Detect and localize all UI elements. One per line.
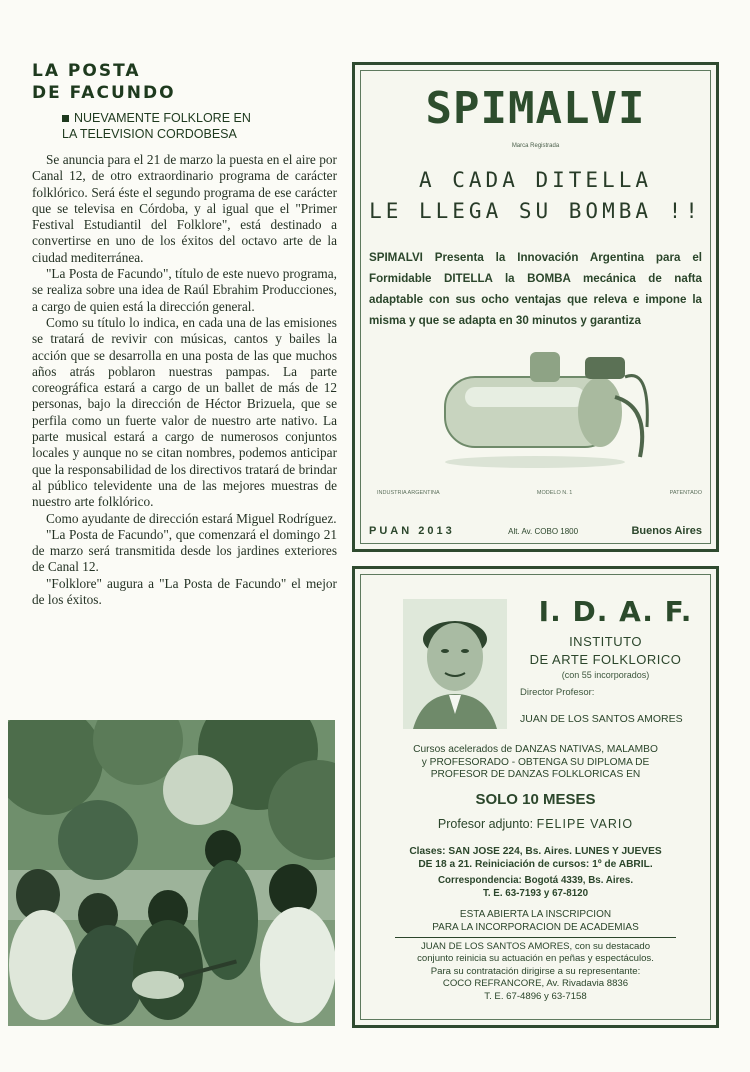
director-name: JUAN DE LOS SANTOS AMORES [520, 713, 683, 725]
institute-name-line-1: INSTITUTO [569, 634, 642, 649]
industry-mark: INDUSTRIA ARGENTINA [377, 490, 440, 496]
paragraph: "La Posta de Facundo", título de este nuevo programa, se realiza sobre una idea de Raúl Ebrahim Producciones, a cargo de quien está la dirección general. [32, 266, 337, 314]
subhead-line-2: LA TELEVISION CORDOBESA [62, 127, 237, 141]
spimalvi-advertisement [352, 62, 719, 552]
courses-line-1: Cursos acelerados de DANZAS NATIVAS, MALAMBO [413, 744, 658, 755]
registration-line-2: PARA LA INCORPORACION DE ACADEMIAS [432, 921, 639, 933]
classes-line-1: Clases: SAN JOSE 224, Bs. Aires. LUNES Y JUEVES [409, 846, 662, 857]
courses-text [371, 744, 700, 782]
ad-slogan [355, 165, 716, 227]
model-mark: MODELO N. 1 [536, 490, 573, 496]
director-portrait [403, 599, 507, 729]
incorporated-note: (con 55 incorporados) [561, 670, 650, 680]
article [32, 60, 337, 608]
contract-info [371, 941, 700, 1003]
duration-highlight: SOLO 10 MESES [475, 791, 596, 808]
adjunct-professor [355, 817, 716, 831]
correspondence-info [371, 875, 700, 900]
bullet-icon [62, 115, 69, 122]
headline-line-1: LA POSTA [32, 61, 141, 81]
institute-name [505, 633, 706, 669]
subhead-line-1: NUEVAMENTE FOLKLORE EN [74, 111, 251, 125]
paragraph: "Folklore" augura a "La Posta de Facundo" el mejor de los éxitos. [32, 575, 337, 608]
divider [395, 937, 676, 938]
footer-city: Buenos Aires [631, 525, 702, 537]
registration-line-1: ESTA ABIERTA LA INSCRIPCION [459, 909, 612, 920]
contract-line-2: conjunto reinicia su actuación en peñas y espectáculos. [417, 953, 654, 965]
adjunct-label: Profesor adjunto: [437, 817, 534, 831]
registration-notice [371, 909, 700, 934]
contract-line-5: T. E. 67-4896 y 63-7158 [484, 990, 587, 1002]
institute-acronym: I. D. A. F. [538, 595, 693, 628]
courses-line-3: PROFESOR DE DANZAS FOLKLORICAS EN [430, 769, 641, 780]
product-markings [377, 490, 702, 496]
paragraph: Se anuncia para el 21 de marzo la puesta en el aire por Canal 12, de otro extraordinario programa de carácter folklórico. Será éste el segundo programa de ese carácter que se televisa en Córdoba, y al igual que el "Primer Festival Estudiantil del Folklore", está destinado a convertirse en uno de los éxitos del octavo arte de la ciudad mediterránea. [32, 152, 337, 265]
class-schedule [371, 845, 700, 871]
article-body [32, 152, 337, 608]
slogan-line-1: A CADA DITELLA [418, 168, 652, 192]
correspondence-line-2: T. E. 63-7193 y 67-8120 [482, 887, 589, 899]
adjunct-name: FELIPE VARIO [536, 817, 634, 831]
patent-mark: PATENTADO [669, 490, 702, 496]
contract-line-3: Para su contratación dirigirse a su representante: [430, 965, 641, 977]
idaf-advertisement [352, 566, 719, 1028]
contract-line-4: COCO REFRANCORE, Av. Rivadavia 8836 [442, 978, 629, 990]
contract-line-1: JUAN DE LOS SANTOS AMORES, con su destacado [420, 941, 651, 952]
folklore-group-photo [8, 720, 335, 1026]
paragraph: Como su título lo indica, en cada una de las emisiones se tratará de revivir con músicas, cantos y bailes la acción que se desarrolla en una posta de las que muchos años atrás poblaron nuestras pampas. La parte coreográfica estará a cargo de un ballet de más de 12 personas, bajo la dirección de Héctor Brizuela, que se perfila como un fuerte valor de nuestro arte nativo. La parte musical estará a cargo de numerosos conjuntos locales y aunque no se citan nombres, podemos anticipar que la responsabilidad de los directivos tratará de brindar al público televidente una de las mejores muestras de nuestro arte folklórico. [32, 314, 337, 510]
article-headline [32, 60, 337, 104]
ad-body-text: SPIMALVI Presenta la Innovación Argentina para el Formidable DITELLA la BOMBA mecánica de nafta adaptable con sus ocho ventajas que releva e impone la misma y que se adapta en 30 minutos y garantiza [369, 251, 702, 327]
brand-logo: SPIMALVI [425, 83, 646, 134]
slogan-line-2: LE LLEGA SU BOMBA !! [369, 199, 702, 223]
paragraph: Como ayudante de dirección estará Miguel Rodríguez. [46, 510, 337, 526]
footer-altitude: Alt. Av. COBO 1800 [508, 527, 579, 536]
courses-line-2: y PROFESORADO - OBTENGA SU DIPLOMA DE [421, 756, 650, 768]
article-subhead [62, 110, 337, 142]
footer-address: PUAN 2013 [369, 525, 455, 537]
correspondence-line-1: Correspondencia: Bogotá 4339, Bs. Aires. [437, 875, 634, 886]
classes-line-2: DE 18 a 21. Reiniciación de cursos: 1º de ABRIL. [418, 859, 653, 870]
paragraph: "La Posta de Facundo", que comenzará el domingo 21 de marzo será transmitida desde los jardines exteriores de Canal 12. [32, 526, 337, 575]
fuel-pump-illustration [435, 337, 655, 475]
ad-footer [369, 525, 702, 537]
headline-line-2: DE FACUNDO [32, 83, 176, 103]
director-label: Director Profesor: [520, 687, 595, 698]
trademark-note: Marca Registrada [511, 143, 560, 149]
institute-name-line-2: DE ARTE FOLKLORICO [529, 652, 682, 667]
